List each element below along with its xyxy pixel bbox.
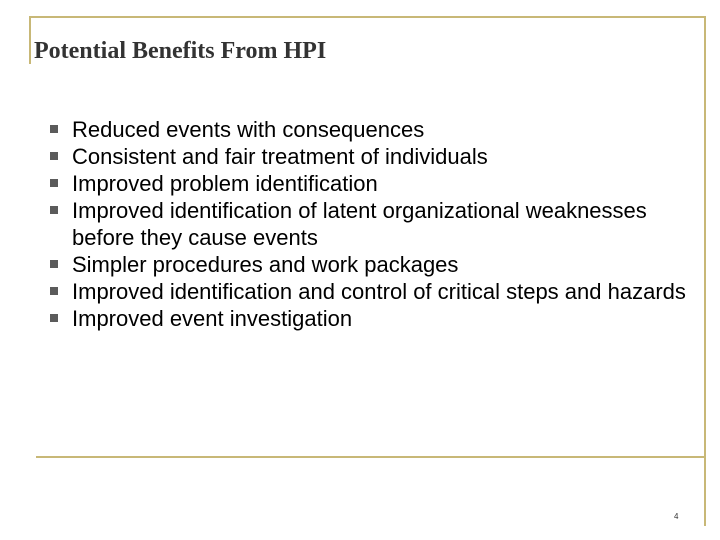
bullet-text: Simpler procedures and work packages	[72, 252, 459, 277]
square-bullet-icon	[50, 152, 58, 160]
frame-left-rule	[29, 16, 31, 64]
square-bullet-icon	[50, 314, 58, 322]
bullet-text: Improved identification of latent organizational weaknesses before they cause events	[72, 198, 647, 250]
bullet-item	[48, 278, 688, 305]
bullet-text: Consistent and fair treatment of individuals	[72, 144, 488, 169]
frame-right-rule	[704, 16, 706, 526]
bullet-text: Improved problem identification	[72, 171, 378, 196]
bullet-item	[48, 305, 688, 332]
slide-title: Potential Benefits From HPI	[34, 38, 327, 64]
bullet-text: Reduced events with consequences	[72, 117, 425, 142]
bullet-item	[48, 143, 688, 170]
square-bullet-icon	[50, 260, 58, 268]
square-bullet-icon	[50, 287, 58, 295]
frame-top-rule	[29, 16, 706, 18]
bullet-text: Improved identification and control of critical steps and hazards	[72, 279, 686, 304]
square-bullet-icon	[50, 179, 58, 187]
square-bullet-icon	[50, 206, 58, 214]
bullet-item	[48, 197, 688, 251]
bullet-item	[48, 251, 688, 278]
bullet-item	[48, 116, 688, 143]
square-bullet-icon	[50, 125, 58, 133]
page-number: 4	[674, 512, 679, 521]
bullet-text: Improved event investigation	[72, 306, 353, 331]
bullet-list	[48, 116, 688, 332]
bullet-item	[48, 170, 688, 197]
frame-bottom-rule	[36, 456, 706, 458]
